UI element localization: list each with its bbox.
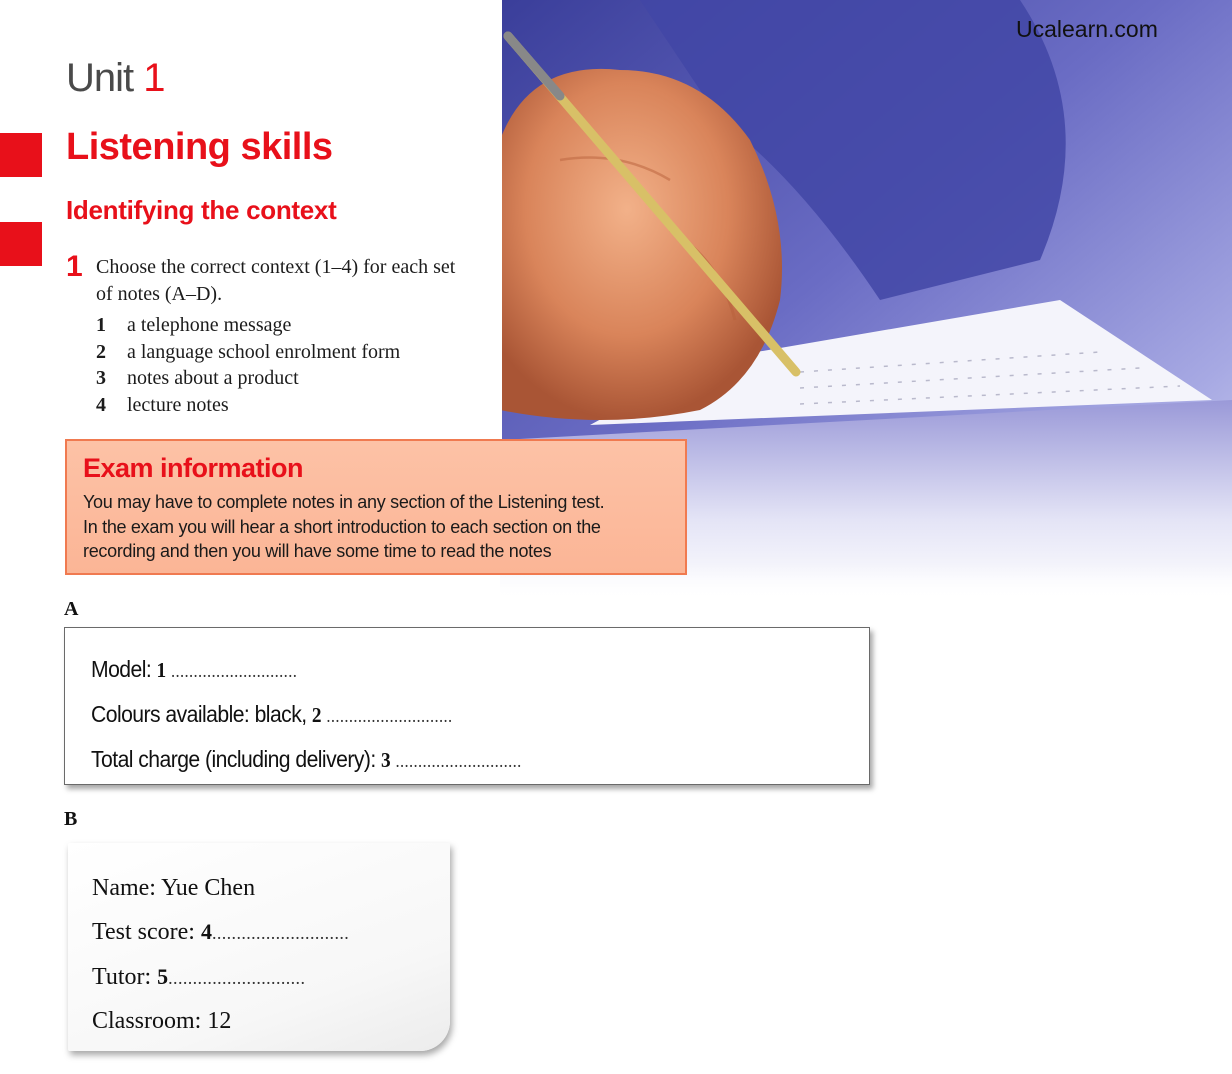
test-score-label: Test score: [92, 919, 195, 945]
exercise-instruction: Choose the correct context (1–4) for each set of notes (A–D). [96, 256, 456, 305]
answer-gap-5[interactable]: ............................ [168, 968, 306, 988]
model-row [91, 648, 807, 693]
gap-number: 1 [156, 658, 166, 682]
unit-number: 1 [143, 56, 165, 100]
list-item [96, 339, 400, 366]
watermark: Ucalearn.com [1016, 16, 1158, 42]
answer-gap-4[interactable]: ............................ [211, 923, 350, 943]
tutor-row [92, 955, 450, 1000]
red-side-marker [0, 222, 42, 266]
unit-heading [66, 56, 165, 101]
list-item [96, 365, 400, 392]
gap-number: 5 [157, 964, 169, 989]
colours-label: Colours available: black, [91, 701, 307, 727]
exam-information-line: recording and then you will have some time to read the notes [83, 541, 552, 561]
notes-a-card [64, 627, 870, 785]
sub-title: Identifying the context [66, 195, 337, 225]
option-text: a language school enrolment form [127, 340, 401, 363]
context-options-list [96, 312, 400, 418]
test-score-row [92, 910, 450, 955]
option-number: 1 [96, 314, 106, 336]
notes-b-card [68, 843, 450, 1051]
gap-number: 4 [200, 919, 212, 944]
answer-gap-3[interactable]: ............................ [395, 751, 522, 771]
answer-gap-1[interactable]: ............................ [170, 661, 298, 681]
total-charge-label: Total charge (including delivery): [91, 746, 376, 772]
name-row: Name: Yue Chen [92, 875, 256, 901]
exam-information-title: Exam information [83, 453, 304, 483]
model-label: Model: [91, 656, 152, 682]
option-text: lecture notes [127, 393, 229, 416]
section-title: Listening skills [66, 126, 333, 168]
total-charge-row [91, 738, 807, 783]
gap-number: 3 [381, 748, 391, 772]
option-number: 3 [96, 367, 106, 389]
option-text: notes about a product [127, 367, 299, 389]
answer-gap-2[interactable]: ............................ [326, 706, 453, 726]
colours-row [91, 693, 807, 738]
list-item [96, 312, 400, 339]
gap-number: 2 [311, 703, 321, 727]
exam-information-box [65, 439, 687, 575]
exam-information-line: You may have to complete notes in any section of the Listening test. [83, 492, 605, 512]
exam-information-line: In the exam you will hear a short introduction to each section on the [83, 516, 601, 537]
option-number: 4 [96, 393, 106, 416]
option-number: 2 [96, 340, 106, 363]
notes-b-letter: B [64, 808, 78, 830]
tutor-label: Tutor: [92, 964, 152, 990]
exercise-number: 1 [66, 250, 83, 283]
notes-a-letter: A [64, 598, 79, 620]
option-text: a telephone message [127, 314, 292, 336]
unit-word: Unit [66, 56, 134, 100]
classroom-row: Classroom: 12 [92, 1008, 232, 1034]
list-item [96, 392, 400, 419]
red-side-marker [0, 133, 42, 177]
